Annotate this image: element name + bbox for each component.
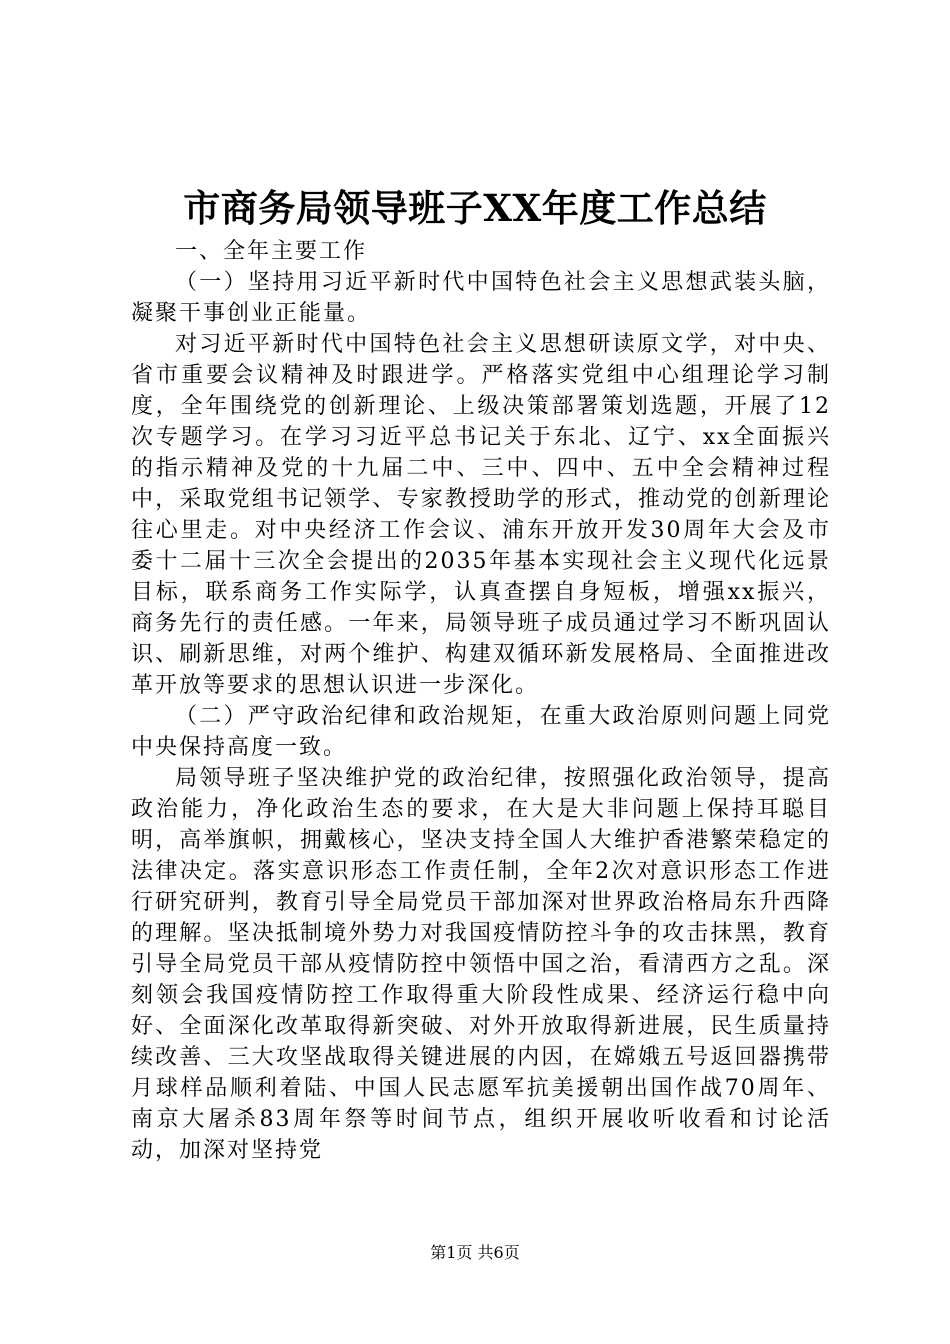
subsection-heading: （一）坚持用习近平新时代中国特色社会主义思想武装头脑，凝聚干事创业正能量。 xyxy=(131,270,831,326)
document-title: 市商务局领导班子XX年度工作总结 xyxy=(183,186,767,230)
document-body xyxy=(131,236,831,1166)
subsection-heading: （二）严守政治纪律和政治规矩，在重大政治原则问题上同党中央保持高度一致。 xyxy=(131,704,831,760)
page-footer: 第1页 共6页 xyxy=(430,1243,520,1262)
body-paragraph: 局领导班子坚决维护党的政治纪律，按照强化政治领导，提高政治能力，净化政治生态的要求，在大是大非问题上保持耳聪目明，高举旗帜，拥戴核心，坚决支持全国人大维护香港繁荣稳定的法律决定。落实意识形态工作责任制，全年2次对意识形态工作进行研究研判，教育引导全局党员干部加深对世界政治格局东升西降的理解。坚决抵制境外势力对我国疫情防控斗争的攻击抹黑，教育引导全局党员干部从疫情防控中领悟中国之治，看清西方之乱。深刻领会我国疫情防控工作取得重大阶段性成果、经济运行稳中向好、全面深化改革取得新突破、对外开放取得新进展，民生质量持续改善、三大攻坚战取得关键进展的内因，在嫦娥五号返回器携带月球样品顺利着陆、中国人民志愿军抗美援朝出国作战70周年、南京大屠杀83周年祭等时间节点，组织开展收听收看和讨论活动，加深对坚持党 xyxy=(131,766,831,1163)
body-paragraph: 对习近平新时代中国特色社会主义思想研读原文学，对中央、省市重要会议精神及时跟进学。严格落实党组中心组理论学习制度，全年围绕党的创新理论、上级决策部署策划选题，开展了12次专题学习。在学习习近平总书记关于东北、辽宁、xx全面振兴的指示精神及党的十九届二中、三中、四中、五中全会精神过程中，采取党组书记领学、专家教授助学的形式，推动党的创新理论往心里走。对中央经济工作会议、浦东开放开发30周年大会及市委十二届十三次全会提出的2035年基本实现社会主义现代化远景目标，联系商务工作实际学，认真查摆自身短板，增强xx振兴，商务先行的责任感。一年来，局领导班子成员通过学习不断巩固认识、刷新思维，对两个维护、构建双循环新发展格局、全面推进改革开放等要求的思想认识进一步深化。 xyxy=(131,332,831,698)
section-heading: 一、全年主要工作 xyxy=(175,239,368,264)
